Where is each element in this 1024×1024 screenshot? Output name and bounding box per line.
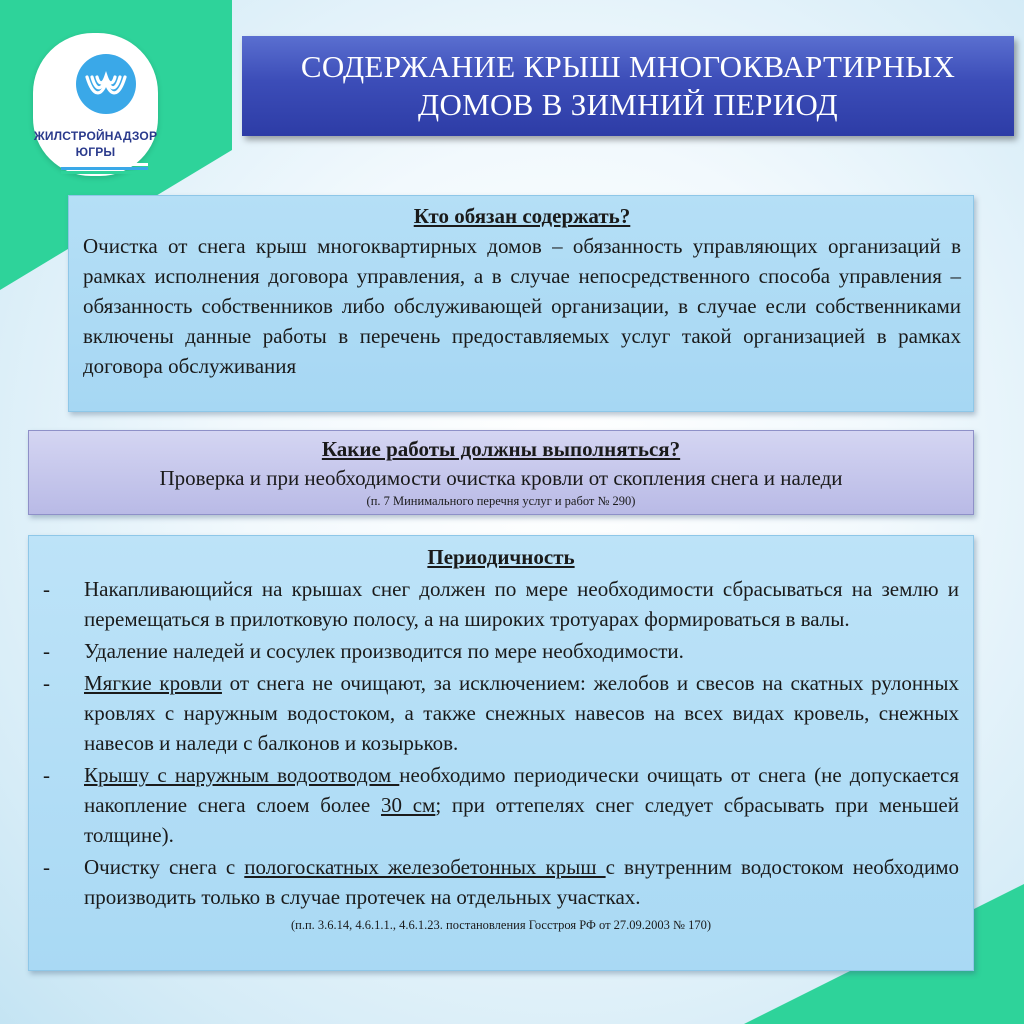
required-works-card (28, 430, 974, 515)
logo-name-line1: ЖИЛСТРОЙНАДЗОР (33, 129, 158, 143)
list-item-text: Очистку снега с (84, 855, 245, 879)
page-title-line2: ДОМОВ В ЗИМНИЙ ПЕРИОД (418, 87, 838, 122)
logo-stripe-green (61, 171, 148, 174)
list-item-underlined: Мягкие кровли (84, 671, 222, 695)
list-item-text-end: ; при оттепелях снег следует сбрасывать при меньшей толщине). (84, 793, 959, 847)
list-item (43, 636, 959, 666)
list-item-underlined: Крышу с наружным водоотводом (84, 763, 400, 787)
page-title (242, 36, 1014, 136)
list-item-text: Удаление наледей и сосулек производится по мере необходимости. (84, 639, 684, 663)
wave-rings-logo-icon (75, 53, 137, 115)
list-dash: - (43, 577, 50, 601)
list-item (43, 760, 959, 850)
list-item-text-end: с внутренним водостоком необходимо производить только в случае протечек на отдельных участках. (84, 855, 959, 909)
works-text: Проверка и при необходимости очистка кровли от скопления снега и наледи (159, 466, 843, 490)
page-title-line1: СОДЕРЖАНИЕ КРЫШ МНОГОКВАРТИРНЫХ (300, 49, 956, 84)
periodicity-list (43, 574, 959, 912)
list-dash: - (43, 671, 50, 695)
list-item (43, 668, 959, 758)
logo (33, 33, 158, 176)
list-item-underlined-value: 30 см (381, 793, 436, 817)
who-text: Очистка от снега крыш многоквартирных домов – обязанность управляющих организаций в рамках исполнения договора управления, а в случае непосредственного способа управления – обязанность собственников либо обслуживающей организации, в случае если собственниками включены данные работы в перечень предоставляемых услуг такой организацией в рамках договора обслуживания (83, 234, 961, 378)
works-reference: (п. 7 Минимального перечня услуг и работ № 290) (366, 494, 636, 508)
list-dash: - (43, 763, 50, 787)
list-item-text: от снега не очищают, за исключением: желобов и свесов на скатных рулонных кровлях с наружным водостоком, а также снежных навесов на всех видах кровель, снежных навесов и наледи с балконов и козырьков. (84, 671, 960, 755)
list-item (43, 574, 959, 634)
who-is-responsible-card (68, 195, 974, 412)
list-item-underlined: пологоскатных железобетонных крыш (244, 855, 606, 879)
periodicity-reference: (п.п. 3.6.14, 4.6.1.1., 4.6.1.23. постановления Госстроя РФ от 27.09.2003 № 170) (290, 918, 711, 932)
logo-name-line2: ЮГРЫ (75, 145, 116, 159)
list-dash: - (43, 855, 50, 879)
works-heading: Какие работы должны выполняться? (321, 437, 681, 461)
logo-stripe-white (61, 163, 148, 166)
list-item-text: Накапливающийся на крышах снег должен по мере необходимости сбрасываться на землю и перемещаться в прилотковую полосу, а на широких тротуарах формироваться в валы. (84, 577, 959, 631)
list-item (43, 852, 959, 912)
list-dash: - (43, 639, 50, 663)
list-item-text: необходимо периодически очищать от снега (не допускается накопление снега слоем более (84, 763, 959, 817)
periodicity-heading: Периодичность (427, 545, 575, 569)
who-heading: Кто обязан содержать? (413, 204, 631, 228)
logo-stripe-blue (61, 167, 148, 170)
periodicity-card (28, 535, 974, 971)
